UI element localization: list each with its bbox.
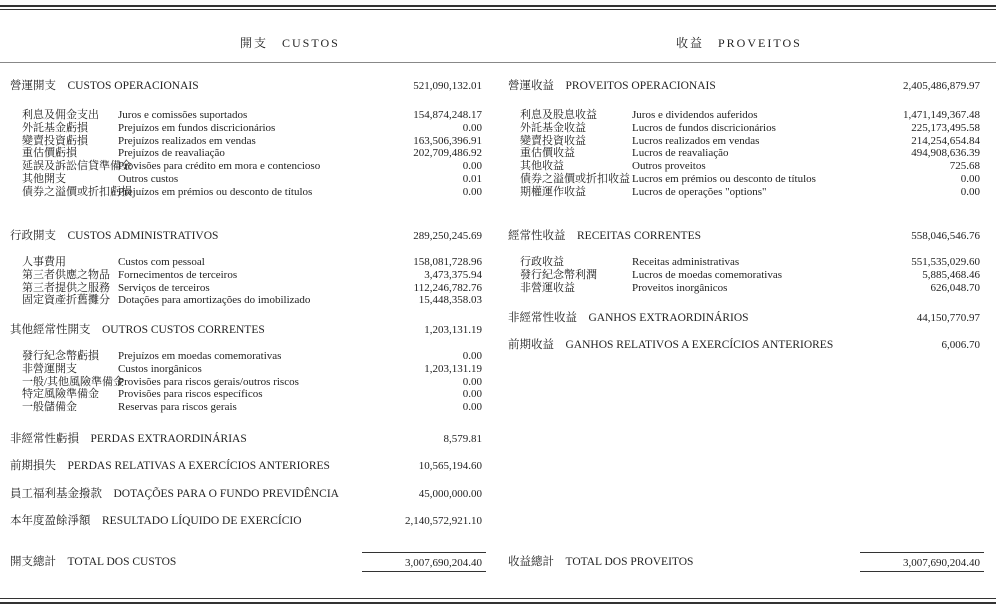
total-bottom-rule xyxy=(362,571,486,572)
line-item-pt: Prejuízos realizados em vendas xyxy=(118,134,256,147)
line-item-amount: 0.00 xyxy=(462,401,482,414)
line-item-pt: Provisões para riscos específicos xyxy=(118,388,263,401)
section-amount: 2,405,486,879.97 xyxy=(903,80,980,92)
line-item-amount: 551,535,029.60 xyxy=(911,256,980,268)
total-label: 收益總計 TOTAL DOS PROVEITOS xyxy=(508,556,694,568)
line-item-zh: 非營運開支 xyxy=(22,362,77,375)
total-label: 開支總計 TOTAL DOS CUSTOS xyxy=(10,556,177,568)
line-item-zh: 期權運作收益 xyxy=(520,185,586,198)
section-amount: 558,046,546.76 xyxy=(911,230,980,242)
line-item-pt: Prejuízos de reavaliação xyxy=(118,147,225,160)
section-amount: 6,006.70 xyxy=(941,339,980,351)
section-title: 非經常性虧損 PERDAS EXTRAORDINÁRIAS xyxy=(10,433,247,445)
total-bottom-rule xyxy=(860,571,984,572)
line-item-zh: 第三者供應之物品 xyxy=(22,268,110,281)
line-item-amount: 0.00 xyxy=(462,375,482,388)
section-amount: 8,579.81 xyxy=(443,433,482,445)
top-double-rule xyxy=(0,5,996,7)
line-item-amount: 494,908,636.39 xyxy=(911,147,980,160)
line-item-zh: 重估價虧損 xyxy=(22,147,77,160)
bottom-rule xyxy=(0,598,996,599)
line-item-amount: 0.01 xyxy=(462,173,482,185)
line-item-amount: 0.00 xyxy=(462,350,482,362)
section-title: 營運收益 PROVEITOS OPERACIONAIS xyxy=(508,80,716,92)
line-item-zh: 特定風險準備金 xyxy=(22,388,99,401)
line-item-zh: 債券之溢價或折扣收益 xyxy=(520,173,630,185)
line-item-pt: Outros custos xyxy=(118,173,179,185)
costs-column-header: 開支 CUSTOS xyxy=(240,36,340,50)
line-item-zh: 變賣投資收益 xyxy=(520,134,586,147)
line-item-pt: Custos inorgânicos xyxy=(118,362,202,375)
line-item-amount: 0.00 xyxy=(960,173,980,185)
line-item-pt: Lucros em prémios ou desconto de títulos xyxy=(632,173,816,185)
line-item-pt: Lucros de reavaliação xyxy=(632,147,729,160)
line-item-amount: 5,885,468.46 xyxy=(922,268,980,281)
section-title: 經常性收益 RECEITAS CORRENTES xyxy=(508,230,701,242)
section-title: 前期損失 PERDAS RELATIVAS A EXERCÍCIOS ANTERIORES xyxy=(10,460,330,472)
section-title: 行政開支 CUSTOS ADMINISTRATIVOS xyxy=(10,230,219,242)
line-item-amount: 725.68 xyxy=(949,160,980,173)
line-item-zh: 行政收益 xyxy=(520,256,564,268)
line-item-pt: Lucros de fundos discricionários xyxy=(632,121,776,134)
total-top-rule xyxy=(362,552,486,553)
section-amount: 45,000,000.00 xyxy=(418,488,482,500)
line-item-pt: Serviços de terceiros xyxy=(118,281,210,294)
line-item-zh: 固定資產折舊攤分 xyxy=(22,294,110,307)
header-rule xyxy=(0,62,996,63)
line-item-amount: 0.00 xyxy=(462,121,482,134)
line-item-zh: 重估價收益 xyxy=(520,147,575,160)
line-item-amount: 626,048.70 xyxy=(930,281,980,294)
line-item-pt: Provisões para crédito em mora e contencioso xyxy=(118,160,321,173)
top-rule-thin xyxy=(0,9,996,10)
line-item-zh: 發行紀念幣虧損 xyxy=(22,350,99,362)
section-amount: 289,250,245.69 xyxy=(413,230,482,242)
line-item-zh: 發行紀念幣利潤 xyxy=(520,268,597,281)
line-item-pt: Outros proveitos xyxy=(632,160,706,173)
line-item-pt: Lucros de operações "options" xyxy=(632,185,767,198)
section-amount: 1,203,131.19 xyxy=(424,324,482,336)
line-item-pt: Proveitos inorgânicos xyxy=(632,281,728,294)
line-item-pt: Provisões para riscos gerais/outros riscos xyxy=(118,375,299,388)
line-item-amount: 3,473,375.94 xyxy=(424,268,482,281)
section-amount: 521,090,132.01 xyxy=(413,80,482,92)
line-item-zh: 延誤及訴訟信貸準備金 xyxy=(22,160,132,173)
section-amount: 2,140,572,921.10 xyxy=(405,515,482,527)
total-amount: 3,007,690,204.40 xyxy=(405,557,482,569)
line-item-pt: Prejuízos em fundos discricionários xyxy=(118,121,276,134)
line-item-pt: Receitas administrativas xyxy=(632,256,740,268)
line-item-amount: 0.00 xyxy=(462,388,482,401)
line-item-zh: 一般儲備金 xyxy=(22,401,77,414)
line-item-pt: Juros e dividendos auferidos xyxy=(632,109,758,121)
total-top-rule xyxy=(860,552,984,553)
line-item-zh: 人事費用 xyxy=(22,256,66,268)
line-item-zh: 其他收益 xyxy=(520,160,564,173)
line-item-amount: 214,254,654.84 xyxy=(911,134,980,147)
line-item-amount: 0.00 xyxy=(462,160,482,173)
line-item-amount: 0.00 xyxy=(462,185,482,198)
line-item-zh: 一般/其他風險準備金 xyxy=(22,375,125,388)
total-amount: 3,007,690,204.40 xyxy=(903,557,980,569)
line-item-pt: Reservas para riscos gerais xyxy=(118,401,237,414)
line-item-amount: 158,081,728.96 xyxy=(413,256,482,268)
line-item-pt: Custos com pessoal xyxy=(118,256,205,268)
section-title: 前期收益 GANHOS RELATIVOS A EXERCÍCIOS ANTERIORES xyxy=(508,339,834,351)
line-item-amount: 1,471,149,367.48 xyxy=(903,109,980,121)
section-title: 員工福利基金撥款 DOTAÇÕES PARA O FUNDO PREVIDÊNCIA xyxy=(10,488,339,500)
line-item-pt: Lucros de moedas comemorativas xyxy=(632,268,782,281)
section-title: 本年度盈餘淨額 RESULTADO LÍQUIDO DE EXERCÍCIO xyxy=(10,515,302,527)
section-title: 非經常性收益 GANHOS EXTRAORDINÁRIOS xyxy=(508,312,749,324)
section-title: 營運開支 CUSTOS OPERACIONAIS xyxy=(10,80,199,92)
line-item-zh: 債券之溢價或折扣虧損 xyxy=(22,185,132,198)
line-item-zh: 第三者提供之服務 xyxy=(22,281,110,294)
line-item-amount: 15,448,358.03 xyxy=(418,294,482,307)
line-item-zh: 變賣投資虧損 xyxy=(22,134,88,147)
line-item-amount: 154,874,248.17 xyxy=(413,109,482,121)
line-item-amount: 163,506,396.91 xyxy=(413,134,482,147)
line-item-pt: Prejuízos em prémios ou desconto de títulos xyxy=(118,185,313,198)
line-item-pt: Lucros realizados em vendas xyxy=(632,134,760,147)
section-amount: 44,150,770.97 xyxy=(916,312,980,324)
section-title: 其他經常性開支 OUTROS CUSTOS CORRENTES xyxy=(10,324,265,336)
line-item-zh: 外託基金虧損 xyxy=(22,121,88,134)
line-item-zh: 非營運收益 xyxy=(520,281,575,294)
line-item-zh: 其他開支 xyxy=(22,173,66,185)
line-item-pt: Fornecimentos de terceiros xyxy=(118,268,238,281)
line-item-pt: Dotações para amortizações do imobilizado xyxy=(118,294,311,307)
line-item-amount: 112,246,782.76 xyxy=(413,281,482,294)
bottom-double-rule xyxy=(0,602,996,604)
income-column-header: 收益 PROVEITOS xyxy=(676,36,802,50)
line-item-pt: Prejuízos em moedas comemorativas xyxy=(118,350,282,362)
line-item-zh: 利息及股息收益 xyxy=(520,109,597,121)
line-item-zh: 利息及佣金支出 xyxy=(22,109,99,121)
line-item-pt: Juros e comissões suportados xyxy=(118,109,248,121)
line-item-amount: 1,203,131.19 xyxy=(424,362,482,375)
section-amount: 10,565,194.60 xyxy=(418,460,482,472)
line-item-amount: 202,709,486.92 xyxy=(413,147,482,160)
line-item-amount: 0.00 xyxy=(960,185,980,198)
line-item-amount: 225,173,495.58 xyxy=(911,121,980,134)
line-item-zh: 外託基金收益 xyxy=(520,121,586,134)
